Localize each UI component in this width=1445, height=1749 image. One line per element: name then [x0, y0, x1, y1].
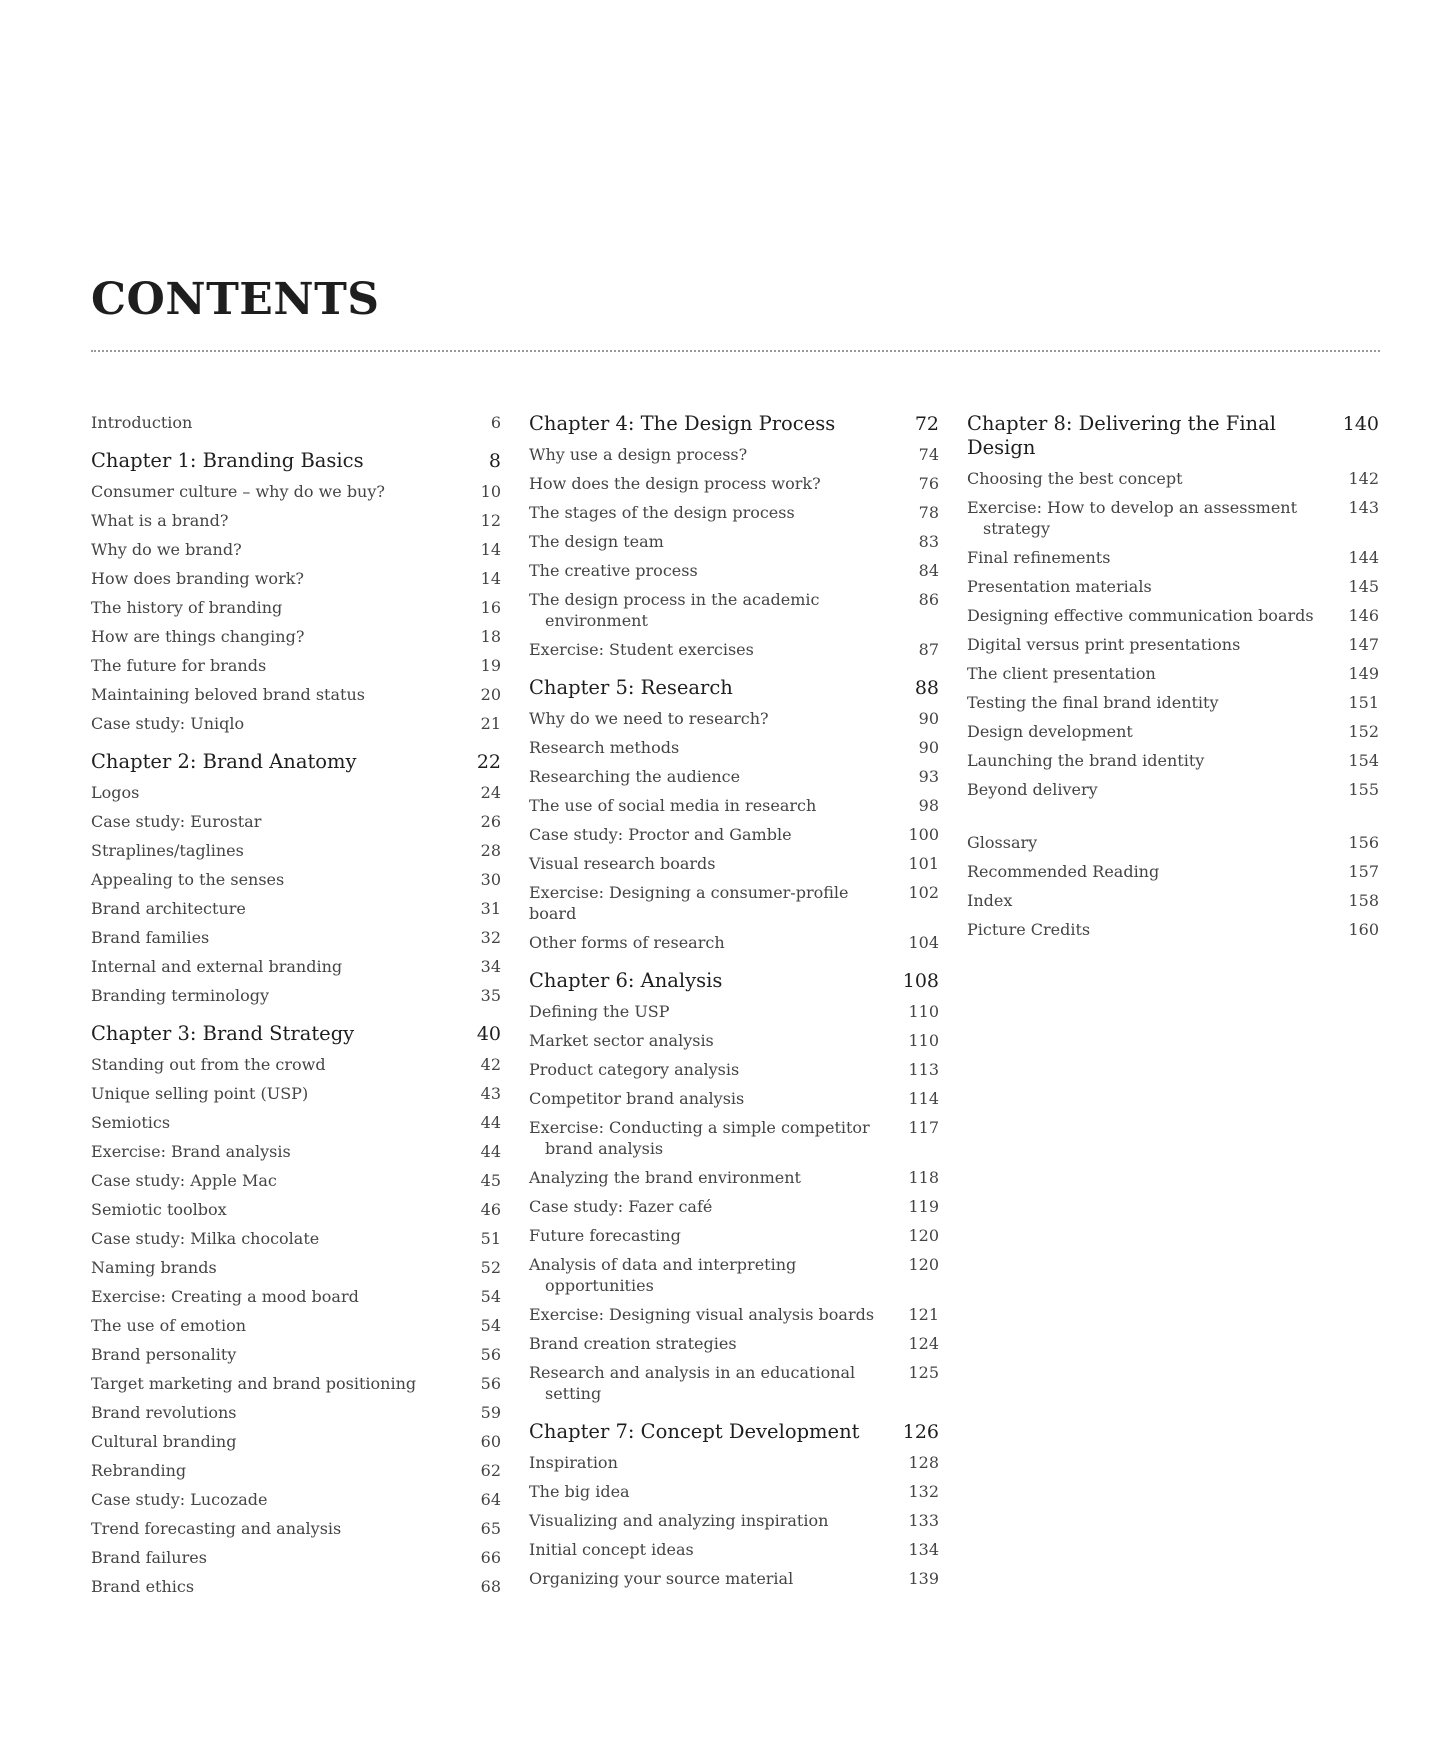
toc-entry-title: Recommended Reading — [967, 862, 1160, 881]
toc-entry-title: Unique selling point (USP) — [91, 1084, 309, 1103]
toc-entry-title: Brand creation strategies — [529, 1334, 737, 1353]
toc-entry[interactable] — [529, 1254, 939, 1296]
toc-entry-title: Exercise: Designing visual analysis boards — [529, 1305, 875, 1324]
toc-column-3 — [967, 412, 1379, 948]
toc-entry-title: The stages of the design process — [529, 503, 795, 522]
toc-entry-title: The client presentation — [967, 664, 1156, 683]
toc-page-number: 132 — [908, 1482, 939, 1501]
toc-entry[interactable] — [91, 713, 501, 734]
toc-page-number: 40 — [476, 1023, 501, 1045]
toc-entry-title: Research and analysis in an educational setting — [529, 1363, 856, 1403]
toc-entry[interactable] — [967, 721, 1379, 742]
toc-page-number: 108 — [902, 970, 939, 992]
toc-entry-title: Future forecasting — [529, 1226, 681, 1245]
toc-page-number: 154 — [1348, 751, 1379, 770]
toc-page-number: 45 — [480, 1171, 501, 1190]
toc-page-number: 20 — [480, 685, 501, 704]
toc-chapter-heading[interactable] — [91, 1022, 501, 1046]
toc-page-number: 30 — [480, 870, 501, 889]
toc-entry[interactable] — [529, 766, 939, 787]
toc-entry[interactable] — [529, 795, 939, 816]
toc-entry[interactable] — [91, 1141, 501, 1162]
toc-entry-title: The history of branding — [91, 598, 283, 617]
toc-entry-title: Digital versus print presentations — [967, 635, 1241, 654]
toc-entry[interactable] — [967, 497, 1379, 539]
toc-entry[interactable] — [91, 898, 501, 919]
toc-entry[interactable] — [967, 576, 1379, 597]
toc-page-number: 35 — [480, 986, 501, 1005]
toc-page-number: 87 — [918, 640, 939, 659]
toc-entry[interactable] — [91, 1112, 501, 1133]
toc-chapter-heading[interactable] — [91, 750, 501, 774]
toc-entry-title: Exercise: How to develop an assessment strategy — [967, 498, 1298, 538]
toc-page-number: 101 — [908, 854, 939, 873]
toc-page-number: 62 — [480, 1461, 501, 1480]
toc-entry[interactable] — [91, 412, 501, 433]
toc-entry[interactable] — [967, 750, 1379, 771]
toc-page-number: 44 — [480, 1113, 501, 1132]
toc-entry[interactable] — [529, 444, 939, 465]
toc-entry[interactable] — [529, 560, 939, 581]
toc-entry-title: Defining the USP — [529, 1002, 670, 1021]
toc-entry[interactable] — [91, 1286, 501, 1307]
toc-entry-title: Naming brands — [91, 1258, 217, 1277]
toc-entry-title: Brand architecture — [91, 899, 246, 918]
toc-page-number: 26 — [480, 812, 501, 831]
toc-entry-title: Visual research boards — [529, 854, 716, 873]
toc-entry-title: Case study: Lucozade — [91, 1490, 268, 1509]
toc-page-number: 31 — [480, 899, 501, 918]
toc-entry-title: Target marketing and brand positioning — [91, 1374, 417, 1393]
toc-entry-title: Inspiration — [529, 1453, 618, 1472]
toc-chapter-heading[interactable] — [529, 412, 939, 436]
toc-entry-title: Why use a design process? — [529, 445, 748, 464]
toc-page-number: 142 — [1348, 469, 1379, 488]
toc-entry-title: Rebranding — [91, 1461, 187, 1480]
toc-entry[interactable] — [967, 547, 1379, 568]
toc-entry[interactable] — [91, 1576, 501, 1597]
toc-entry[interactable] — [967, 605, 1379, 626]
toc-page-number: 64 — [480, 1490, 501, 1509]
toc-entry-title: Designing effective communication boards — [967, 606, 1314, 625]
title-divider — [91, 350, 1380, 352]
toc-entry[interactable] — [967, 779, 1379, 800]
toc-entry[interactable] — [91, 985, 501, 1006]
toc-entry[interactable] — [91, 539, 501, 560]
toc-entry-title: Launching the brand identity — [967, 751, 1205, 770]
toc-entry[interactable] — [967, 890, 1379, 911]
toc-entry-title: Exercise: Creating a mood board — [91, 1287, 359, 1306]
toc-page-number: 12 — [480, 511, 501, 530]
toc-entry[interactable] — [91, 1518, 501, 1539]
toc-entry[interactable] — [91, 840, 501, 861]
toc-entry[interactable] — [529, 1117, 939, 1159]
toc-page-number: 118 — [908, 1168, 939, 1187]
toc-entry-title: Case study: Eurostar — [91, 812, 262, 831]
toc-page-number: 110 — [908, 1031, 939, 1050]
toc-page-number: 59 — [480, 1403, 501, 1422]
toc-entry-title: Trend forecasting and analysis — [91, 1519, 342, 1538]
toc-chapter-heading[interactable] — [529, 676, 939, 700]
toc-entry[interactable] — [529, 1539, 939, 1560]
toc-entry-title: Index — [967, 891, 1013, 910]
toc-page-number: 140 — [1342, 413, 1379, 435]
toc-entry[interactable] — [91, 782, 501, 803]
toc-entry[interactable] — [91, 1054, 501, 1075]
toc-entry[interactable] — [529, 1088, 939, 1109]
toc-page-number: 120 — [908, 1255, 939, 1274]
toc-page-number: 104 — [908, 933, 939, 952]
toc-page-number: 98 — [918, 796, 939, 815]
toc-entry-title: Branding terminology — [91, 986, 270, 1005]
toc-column-2 — [529, 412, 939, 1597]
toc-entry-title: Competitor brand analysis — [529, 1089, 745, 1108]
toc-entry-title: Organizing your source material — [529, 1569, 794, 1588]
toc-column-1 — [91, 412, 501, 1605]
page-title: CONTENTS — [91, 274, 380, 325]
toc-page-number: 32 — [480, 928, 501, 947]
toc-entry-title: Chapter 8: Delivering the Final Design — [967, 412, 1276, 459]
toc-entry[interactable] — [529, 1568, 939, 1589]
toc-page-number: 117 — [908, 1118, 939, 1137]
toc-page-number: 125 — [908, 1363, 939, 1382]
toc-page-number: 114 — [908, 1089, 939, 1108]
toc-page-number: 34 — [480, 957, 501, 976]
toc-page-number: 72 — [914, 413, 939, 435]
toc-entry-title: Straplines/taglines — [91, 841, 244, 860]
toc-page-number: 93 — [918, 767, 939, 786]
toc-entry[interactable] — [529, 502, 939, 523]
toc-entry[interactable] — [529, 1001, 939, 1022]
toc-entry[interactable] — [91, 1257, 501, 1278]
toc-page-number: 16 — [480, 598, 501, 617]
toc-entry-title: Beyond delivery — [967, 780, 1098, 799]
toc-entry[interactable] — [91, 1170, 501, 1191]
toc-entry[interactable] — [967, 692, 1379, 713]
toc-entry-title: Glossary — [967, 833, 1038, 852]
toc-entry-title: Case study: Proctor and Gamble — [529, 825, 792, 844]
toc-page-number: 52 — [480, 1258, 501, 1277]
toc-entry-title: Researching the audience — [529, 767, 741, 786]
toc-page-number: 102 — [908, 883, 939, 902]
toc-entry-title: How are things changing? — [91, 627, 305, 646]
toc-page-number: 133 — [908, 1511, 939, 1530]
toc-entry[interactable] — [91, 510, 501, 531]
toc-page-number: 100 — [908, 825, 939, 844]
toc-page-number: 68 — [480, 1577, 501, 1596]
toc-entry[interactable] — [529, 1362, 939, 1404]
toc-entry[interactable] — [529, 1481, 939, 1502]
toc-entry[interactable] — [529, 473, 939, 494]
toc-entry-title: Chapter 1: Branding Basics — [91, 449, 364, 472]
toc-entry[interactable] — [91, 1228, 501, 1249]
toc-entry-title: Brand revolutions — [91, 1403, 237, 1422]
toc-entry[interactable] — [91, 1431, 501, 1452]
toc-entry-title: Standing out from the crowd — [91, 1055, 326, 1074]
toc-entry-title: Choosing the best concept — [967, 469, 1183, 488]
toc-page-number: 14 — [480, 540, 501, 559]
toc-entry[interactable] — [529, 882, 939, 924]
toc-page-number: 56 — [480, 1345, 501, 1364]
toc-entry[interactable] — [529, 1452, 939, 1473]
toc-entry[interactable] — [91, 1402, 501, 1423]
toc-entry-title: Cultural branding — [91, 1432, 237, 1451]
toc-page-number: 43 — [480, 1084, 501, 1103]
toc-entry-title: Exercise: Student exercises — [529, 640, 754, 659]
toc-entry-title: Brand ethics — [91, 1577, 195, 1596]
toc-page-number: 151 — [1348, 693, 1379, 712]
toc-entry-title: Analyzing the brand environment — [529, 1168, 801, 1187]
toc-entry-title: Brand failures — [91, 1548, 207, 1567]
toc-entry-title: Case study: Fazer café — [529, 1197, 713, 1216]
toc-entry-title: Presentation materials — [967, 577, 1152, 596]
toc-page-number: 147 — [1348, 635, 1379, 654]
toc-entry-title: Initial concept ideas — [529, 1540, 694, 1559]
toc-entry[interactable] — [91, 1083, 501, 1104]
toc-page-number: 14 — [480, 569, 501, 588]
toc-page-number: 146 — [1348, 606, 1379, 625]
toc-entry-title: Exercise: Brand analysis — [91, 1142, 291, 1161]
toc-entry-title: Chapter 5: Research — [529, 676, 733, 699]
toc-page-number: 10 — [480, 482, 501, 501]
toc-entry-title: Semiotic toolbox — [91, 1200, 227, 1219]
toc-entry-title: Visualizing and analyzing inspiration — [529, 1511, 829, 1530]
toc-page-number: 6 — [490, 413, 501, 432]
toc-entry[interactable] — [529, 1196, 939, 1217]
toc-entry-title: Case study: Milka chocolate — [91, 1229, 320, 1248]
toc-page-number: 143 — [1348, 498, 1379, 517]
toc-page-number: 145 — [1348, 577, 1379, 596]
toc-entry-title: Testing the final brand identity — [967, 693, 1219, 712]
toc-chapter-heading[interactable] — [91, 449, 501, 473]
toc-entry[interactable] — [529, 1167, 939, 1188]
toc-page-number: 44 — [480, 1142, 501, 1161]
toc-page-number: 128 — [908, 1453, 939, 1472]
toc-page-number: 56 — [480, 1374, 501, 1393]
toc-entry[interactable] — [91, 956, 501, 977]
toc-entry-title: Logos — [91, 783, 140, 802]
toc-entry[interactable] — [91, 481, 501, 502]
toc-entry[interactable] — [529, 737, 939, 758]
toc-page-number: 160 — [1348, 920, 1379, 939]
toc-entry-title: Exercise: Conducting a simple competitor brand analysis — [529, 1118, 870, 1158]
toc-entry-title: Chapter 4: The Design Process — [529, 412, 836, 435]
toc-page-number: 18 — [480, 627, 501, 646]
toc-entry-title: Final refinements — [967, 548, 1111, 567]
toc-page-number: 149 — [1348, 664, 1379, 683]
toc-entry[interactable] — [529, 708, 939, 729]
toc-page-number: 152 — [1348, 722, 1379, 741]
toc-page-number: 134 — [908, 1540, 939, 1559]
toc-page-number: 54 — [480, 1316, 501, 1335]
toc-entry-title: The creative process — [529, 561, 698, 580]
toc-entry[interactable] — [529, 932, 939, 953]
toc-page-number: 83 — [918, 532, 939, 551]
toc-entry-title: Consumer culture – why do we buy? — [91, 482, 385, 501]
toc-entry-title: Why do we brand? — [91, 540, 242, 559]
toc-entry-title: What is a brand? — [91, 511, 229, 530]
toc-page-number: 158 — [1348, 891, 1379, 910]
toc-entry-title: The use of social media in research — [529, 796, 817, 815]
toc-chapter-heading[interactable] — [967, 412, 1379, 460]
toc-page-number: 46 — [480, 1200, 501, 1219]
toc-page-number: 76 — [918, 474, 939, 493]
toc-entry[interactable] — [529, 1333, 939, 1354]
toc-page-number: 24 — [480, 783, 501, 802]
toc-entry-title: Picture Credits — [967, 920, 1091, 939]
toc-entry[interactable] — [91, 1373, 501, 1394]
toc-entry[interactable] — [529, 589, 939, 631]
toc-chapter-heading[interactable] — [529, 969, 939, 993]
toc-page-number: 22 — [476, 751, 501, 773]
toc-entry-title: Chapter 7: Concept Development — [529, 1420, 860, 1443]
toc-entry[interactable] — [91, 626, 501, 647]
toc-page-number: 119 — [908, 1197, 939, 1216]
toc-entry-title: Design development — [967, 722, 1133, 741]
toc-page-number: 120 — [908, 1226, 939, 1245]
toc-entry-title: Chapter 3: Brand Strategy — [91, 1022, 355, 1045]
toc-entry-title: Internal and external branding — [91, 957, 343, 976]
toc-page-number: 54 — [480, 1287, 501, 1306]
toc-page-number: 121 — [908, 1305, 939, 1324]
toc-page-number: 60 — [480, 1432, 501, 1451]
toc-entry[interactable] — [529, 639, 939, 660]
toc-page-number: 155 — [1348, 780, 1379, 799]
toc-entry-title: The future for brands — [91, 656, 267, 675]
toc-entry-title: Maintaining beloved brand status — [91, 685, 365, 704]
toc-entry[interactable] — [91, 684, 501, 705]
toc-entry[interactable] — [91, 1199, 501, 1220]
toc-entry-title: Product category analysis — [529, 1060, 740, 1079]
toc-entry-title: Case study: Uniqlo — [91, 714, 245, 733]
toc-entry-title: Brand families — [91, 928, 210, 947]
toc-page-number: 21 — [480, 714, 501, 733]
toc-entry-title: How does branding work? — [91, 569, 304, 588]
toc-entry-title: The use of emotion — [91, 1316, 246, 1335]
toc-page-number: 51 — [480, 1229, 501, 1248]
toc-entry[interactable] — [529, 1225, 939, 1246]
toc-entry-title: Other forms of research — [529, 933, 725, 952]
toc-page-number: 74 — [918, 445, 939, 464]
toc-page-number: 126 — [902, 1421, 939, 1443]
toc-entry-title: Introduction — [91, 413, 193, 432]
toc-page-number: 156 — [1348, 833, 1379, 852]
toc-entry[interactable] — [967, 919, 1379, 940]
toc-entry[interactable] — [529, 1304, 939, 1325]
toc-entry[interactable] — [529, 531, 939, 552]
toc-entry[interactable] — [967, 468, 1379, 489]
toc-entry-title: How does the design process work? — [529, 474, 821, 493]
toc-page-number: 124 — [908, 1334, 939, 1353]
toc-entry-title: Research methods — [529, 738, 680, 757]
toc-entry[interactable] — [529, 1510, 939, 1531]
toc-page-number: 90 — [918, 738, 939, 757]
toc-page-number: 66 — [480, 1548, 501, 1567]
toc-entry[interactable] — [91, 655, 501, 676]
toc-page-number: 84 — [918, 561, 939, 580]
toc-entry[interactable] — [967, 832, 1379, 853]
toc-entry-title: Brand personality — [91, 1345, 237, 1364]
toc-entry-title: Market sector analysis — [529, 1031, 714, 1050]
toc-page-number: 110 — [908, 1002, 939, 1021]
toc-page-number: 144 — [1348, 548, 1379, 567]
toc-page-number: 139 — [908, 1569, 939, 1588]
toc-entry-title: Chapter 2: Brand Anatomy — [91, 750, 357, 773]
toc-entry-title: The design process in the academic environment — [529, 590, 820, 630]
toc-entry[interactable] — [91, 869, 501, 890]
toc-entry[interactable] — [529, 853, 939, 874]
toc-entry[interactable] — [91, 927, 501, 948]
toc-entry-title: Semiotics — [91, 1113, 171, 1132]
toc-entry[interactable] — [529, 824, 939, 845]
toc-page-number: 88 — [914, 677, 939, 699]
toc-page-number: 8 — [488, 450, 501, 472]
toc-entry-title: The big idea — [529, 1482, 630, 1501]
toc-entry[interactable] — [529, 1059, 939, 1080]
toc-entry[interactable] — [529, 1030, 939, 1051]
toc-entry[interactable] — [91, 1344, 501, 1365]
toc-page-number: 42 — [480, 1055, 501, 1074]
toc-entry[interactable] — [91, 811, 501, 832]
toc-page-number: 28 — [480, 841, 501, 860]
toc-entry[interactable] — [91, 568, 501, 589]
toc-page-number: 90 — [918, 709, 939, 728]
toc-entry-title: Analysis of data and interpreting opportunities — [529, 1255, 797, 1295]
toc-entry-title: The design team — [529, 532, 664, 551]
toc-page-number: 157 — [1348, 862, 1379, 881]
toc-entry[interactable] — [967, 634, 1379, 655]
toc-entry-title: Chapter 6: Analysis — [529, 969, 723, 992]
toc-entry[interactable] — [967, 663, 1379, 684]
toc-entry-title: Case study: Apple Mac — [91, 1171, 277, 1190]
toc-entry[interactable] — [91, 1315, 501, 1336]
toc-entry[interactable] — [967, 861, 1379, 882]
toc-entry-title: Exercise: Designing a consumer-profile board — [529, 883, 849, 923]
toc-page-number: 78 — [918, 503, 939, 522]
toc-entry[interactable] — [91, 1547, 501, 1568]
toc-entry[interactable] — [91, 1489, 501, 1510]
toc-entry[interactable] — [91, 1460, 501, 1481]
toc-page-number: 65 — [480, 1519, 501, 1538]
toc-entry-title: Why do we need to research? — [529, 709, 769, 728]
toc-chapter-heading[interactable] — [529, 1420, 939, 1444]
toc-entry-title: Appealing to the senses — [91, 870, 285, 889]
toc-page-number: 86 — [918, 590, 939, 609]
toc-entry[interactable] — [91, 597, 501, 618]
toc-page-number: 113 — [908, 1060, 939, 1079]
toc-page-number: 19 — [480, 656, 501, 675]
